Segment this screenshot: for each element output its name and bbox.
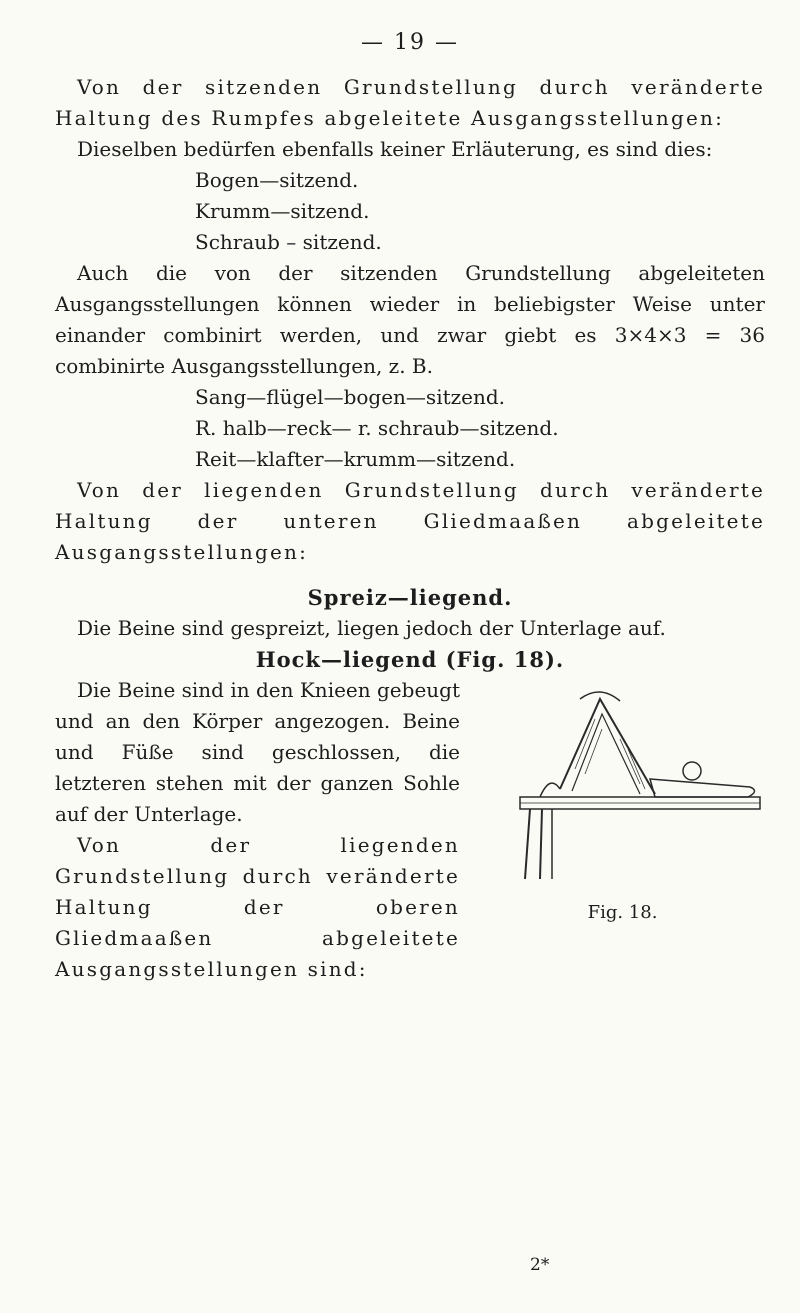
figure-18	[480, 679, 765, 924]
list-item: Sang—flügel—bogen—sitzend.	[195, 385, 506, 409]
figure-caption: Fig. 18.	[587, 902, 658, 923]
hock-lying-figure-illustration	[480, 679, 765, 894]
paragraph-spreiz: Die Beine sind gespreizt, liegen jedoch der Unterlage auf.	[77, 616, 666, 640]
signature-mark: 2*	[530, 1255, 550, 1275]
paragraph-combinations: Auch die von der sitzenden Grundstellung abgeleiteten Ausgangsstellungen können wieder in beliebigster Weise unter einander combinirt werden, und zwar giebt es 3×4×3 = 36 combinirte Ausgangsstellungen, z. B.	[55, 261, 765, 378]
section-heading-upper-limbs: Von der liegenden Grundstellung durch veränderte Haltung der oberen Gliedmaaßen abgeleitete Ausgangsstellungen sind:	[55, 833, 460, 981]
paragraph-explanation: Dieselben bedürfen ebenfalls keiner Erläuterung, es sind dies:	[77, 137, 713, 161]
list-item: Reit—klafter—krumm—sitzend.	[195, 447, 516, 471]
heading-spreiz: Spreiz—liegend.	[307, 585, 513, 610]
section-heading-lying: Von der liegenden Grundstellung durch veränderte Haltung der unteren Gliedmaaßen abgeleitete Ausgangsstellungen:	[55, 478, 765, 564]
list-item: Schraub – sitzend.	[195, 230, 382, 254]
paragraph-hock: Die Beine sind in den Knieen gebeugt und an den Körper angezogen. Beine und Füße sind geschlossen, die letzteren stehen mit der ganzen Sohle auf der Unterlage.	[55, 678, 460, 826]
section-heading-sitting: Von der sitzenden Grundstellung durch veränderte Haltung des Rumpfes abgeleitete Ausgangsstellungen:	[55, 75, 765, 130]
heading-hock: Hock—liegend (Fig. 18).	[255, 647, 565, 672]
list-item: Bogen—sitzend.	[195, 168, 359, 192]
page	[55, 30, 765, 985]
list-item: R. halb—reck— r. schraub—sitzend.	[195, 416, 559, 440]
page-number: — 19 —	[361, 30, 459, 55]
list-item: Krumm—sitzend.	[195, 199, 370, 223]
